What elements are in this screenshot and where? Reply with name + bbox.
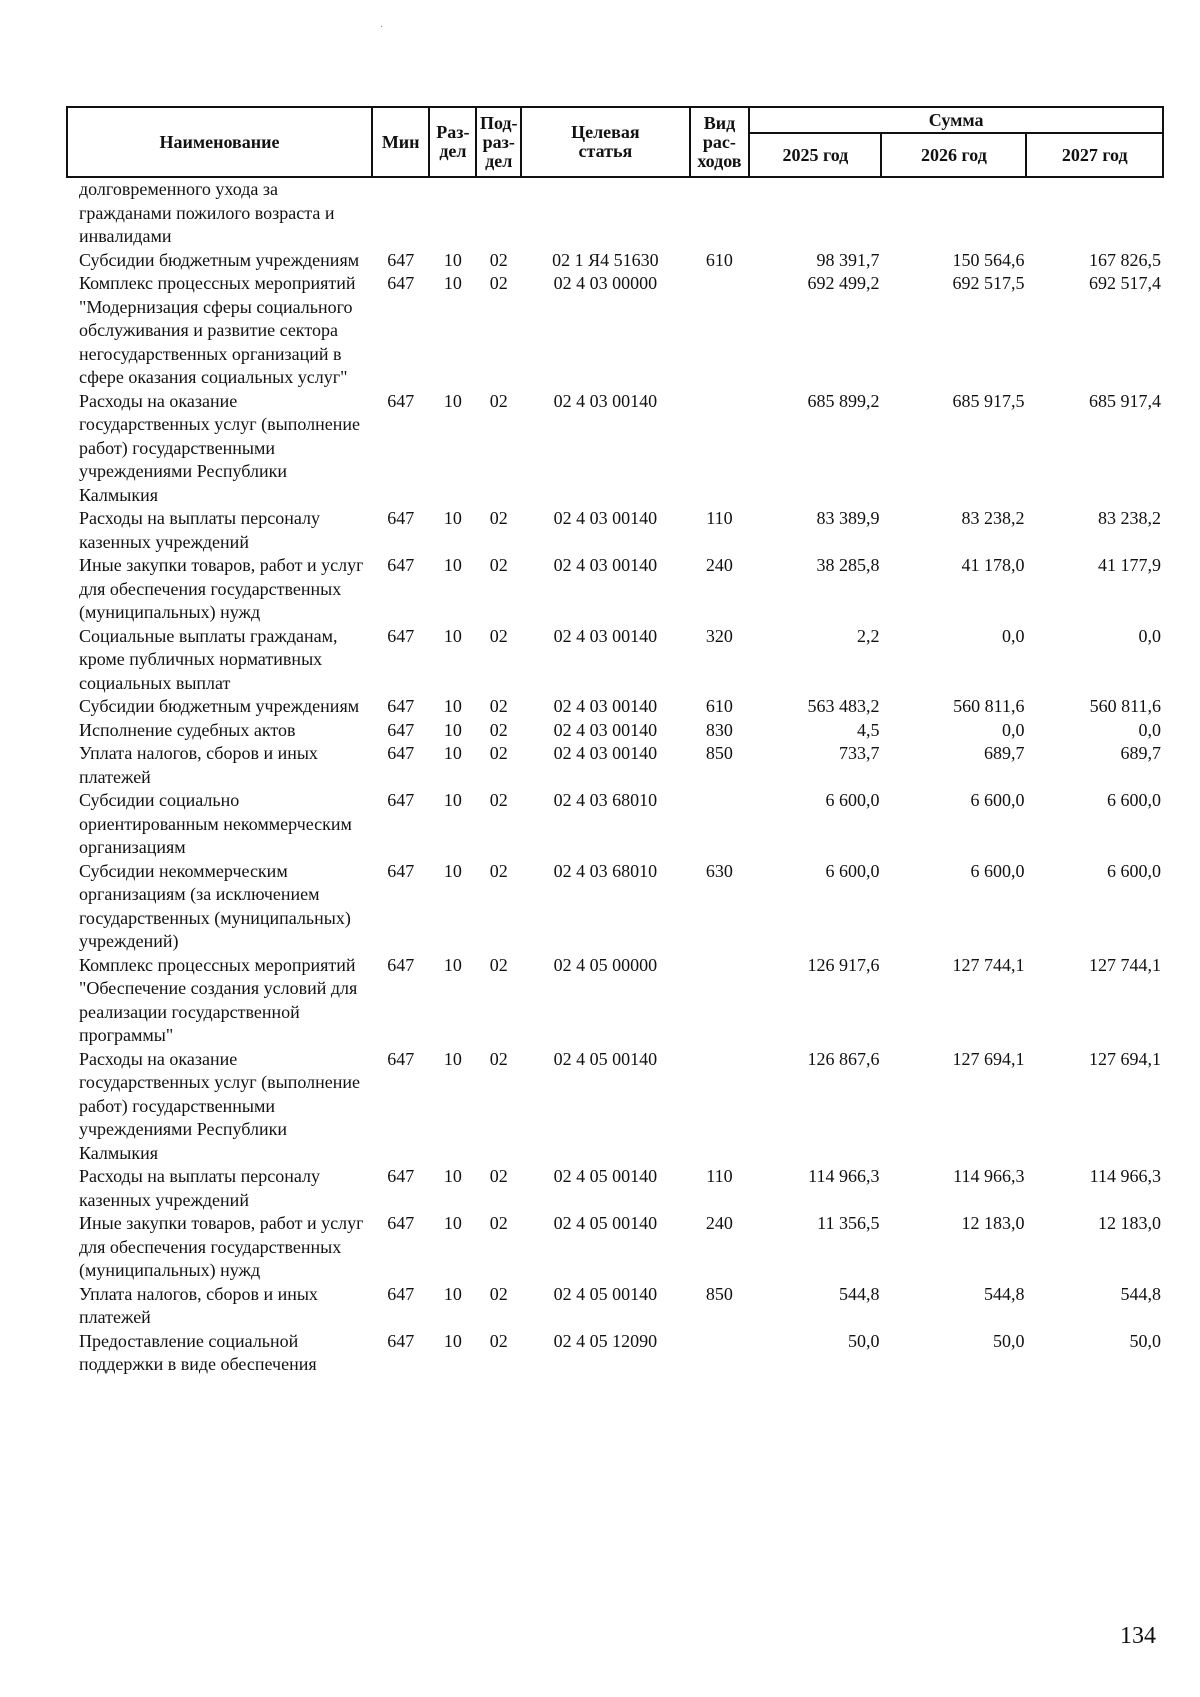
cell-2026: 544,8 xyxy=(983,1283,1025,1304)
cell-2025: 38 285,8 xyxy=(816,555,880,575)
cell-2026: 127 744,1 xyxy=(952,954,1025,975)
table-row xyxy=(67,860,1163,954)
cell-vid xyxy=(690,390,750,508)
cell-razdel: 10 xyxy=(443,1283,462,1304)
table-row xyxy=(67,742,1163,789)
cell-2027: 6 600,0 xyxy=(1107,790,1161,810)
cell-vid: 630 xyxy=(705,860,733,881)
cell-name: Субсидии бюджетным учреждениям xyxy=(79,249,360,270)
header-2026: 2026 год xyxy=(881,133,1026,177)
header-razdel: Раз- дел xyxy=(429,107,476,177)
table-row xyxy=(67,554,1163,625)
cell-name: Иные закупки товаров, работ и услуг для обеспечения государственных (муниципальных) нужд xyxy=(79,555,364,622)
cell-name: Предоставление социальной поддержки в виде обеспечения xyxy=(79,1330,317,1374)
cell-2025: 692 499,2 xyxy=(807,273,880,293)
cell-min: 647 xyxy=(387,1330,415,1351)
cell-min xyxy=(372,177,430,249)
cell-2027: 12 183,0 xyxy=(1098,1213,1161,1233)
cell-vid: 610 xyxy=(705,249,733,270)
cell-name: Субсидии бюджетным учреждениям xyxy=(79,696,360,716)
cell-vid xyxy=(690,1330,750,1377)
cell-razdel xyxy=(429,177,476,249)
header-2027: 2027 год xyxy=(1026,133,1163,177)
header-vid: Вид рас- ходов xyxy=(690,107,750,177)
cell-2025: 733,7 xyxy=(838,743,880,763)
cell-razdel: 10 xyxy=(443,1166,462,1186)
cell-min: 647 xyxy=(387,719,415,740)
cell-target xyxy=(521,177,689,249)
cell-2026: 689,7 xyxy=(983,743,1025,763)
cell-podrazdel: 02 xyxy=(489,508,508,528)
budget-table-container xyxy=(66,106,1164,1377)
cell-podrazdel: 02 xyxy=(489,1166,508,1186)
cell-2026: 560 811,6 xyxy=(953,696,1025,716)
cell-min: 647 xyxy=(387,1213,415,1233)
cell-razdel: 10 xyxy=(443,249,462,270)
header-target: Целевая статья xyxy=(521,107,689,177)
cell-2025: 114 966,3 xyxy=(808,1166,880,1186)
cell-razdel: 10 xyxy=(443,555,462,575)
cell-podrazdel: 02 xyxy=(489,625,508,646)
table-row xyxy=(67,625,1163,696)
cell-2027: 41 177,9 xyxy=(1098,555,1161,575)
table-row xyxy=(67,507,1163,554)
cell-2027: 127 744,1 xyxy=(1089,954,1161,975)
cell-2027 xyxy=(1026,177,1163,249)
cell-podrazdel: 02 xyxy=(489,790,508,810)
cell-podrazdel: 02 xyxy=(489,954,508,975)
cell-min: 647 xyxy=(387,390,415,411)
cell-name: Социальные выплаты гражданам, кроме публичных нормативных социальных выплат xyxy=(79,625,338,693)
cell-name: Комплекс процессных мероприятий "Модернизация сферы социального обслуживания и развитие сектора негосударственных организаций в сфере оказания социальных услуг" xyxy=(79,273,356,387)
cell-2026 xyxy=(881,177,1026,249)
cell-2027: 0,0 xyxy=(1138,625,1161,646)
cell-2027: 685 917,4 xyxy=(1089,390,1161,411)
cell-name: Уплата налогов, сборов и иных платежей xyxy=(79,743,318,787)
cell-target: 02 4 05 00140 xyxy=(553,1166,658,1186)
cell-min: 647 xyxy=(387,954,415,975)
cell-razdel: 10 xyxy=(443,390,462,411)
cell-podrazdel: 02 xyxy=(489,390,508,411)
cell-razdel: 10 xyxy=(443,508,462,528)
table-header xyxy=(67,107,1163,177)
header-2025: 2025 год xyxy=(749,133,881,177)
header-name: Наименование xyxy=(67,107,372,177)
cell-razdel: 10 xyxy=(443,1048,462,1069)
cell-2027: 6 600,0 xyxy=(1107,860,1161,881)
cell-2027: 544,8 xyxy=(1120,1283,1161,1304)
cell-target: 02 4 05 12090 xyxy=(553,1330,658,1351)
cell-target: 02 4 03 00140 xyxy=(553,555,658,575)
cell-target: 02 4 03 00140 xyxy=(553,743,658,763)
table-row xyxy=(67,1048,1163,1166)
cell-target: 02 4 05 00140 xyxy=(553,1213,658,1233)
cell-podrazdel: 02 xyxy=(489,273,508,293)
cell-razdel: 10 xyxy=(443,273,462,293)
cell-2027: 167 826,5 xyxy=(1089,249,1161,270)
cell-podrazdel: 02 xyxy=(489,249,508,270)
table-row xyxy=(67,789,1163,860)
cell-2026: 83 238,2 xyxy=(961,508,1025,528)
cell-podrazdel: 02 xyxy=(489,1283,508,1304)
cell-vid xyxy=(690,954,750,1048)
cell-2025: 11 356,5 xyxy=(817,1213,880,1233)
cell-name: Расходы на выплаты персоналу казенных учреждений xyxy=(79,508,320,552)
cell-min: 647 xyxy=(387,743,415,763)
cell-2025: 50,0 xyxy=(847,1330,880,1351)
cell-razdel: 10 xyxy=(443,625,462,646)
cell-2025: 563 483,2 xyxy=(807,696,880,716)
cell-name: Комплекс процессных мероприятий "Обеспечение создания условий для реализации государственной программы" xyxy=(79,954,358,1045)
cell-podrazdel: 02 xyxy=(489,696,508,716)
cell-name: Иные закупки товаров, работ и услуг для обеспечения государственных (муниципальных) нужд xyxy=(79,1213,364,1280)
cell-vid: 110 xyxy=(706,508,733,528)
cell-2026: 127 694,1 xyxy=(952,1048,1025,1069)
cell-podrazdel: 02 xyxy=(489,860,508,881)
cell-2026: 685 917,5 xyxy=(952,390,1025,411)
cell-2027: 692 517,4 xyxy=(1089,273,1161,293)
page-number: 134 xyxy=(1120,1623,1156,1649)
table-row xyxy=(67,1212,1163,1283)
cell-2026: 0,0 xyxy=(1001,625,1025,646)
cell-razdel: 10 xyxy=(443,696,462,716)
cell-target: 02 4 03 00140 xyxy=(553,719,658,740)
cell-vid: 240 xyxy=(705,555,733,575)
cell-podrazdel: 02 xyxy=(489,1213,508,1233)
cell-2026: 150 564,6 xyxy=(952,249,1025,270)
cell-2027: 0,0 xyxy=(1138,719,1161,740)
cell-razdel: 10 xyxy=(443,719,462,740)
cell-2026: 12 183,0 xyxy=(961,1213,1025,1233)
cell-2026: 6 600,0 xyxy=(970,860,1025,881)
cell-podrazdel: 02 xyxy=(489,743,508,763)
table-row xyxy=(67,390,1163,508)
cell-vid: 110 xyxy=(706,1166,733,1186)
table-body xyxy=(67,177,1163,1377)
cell-2027: 560 811,6 xyxy=(1089,696,1161,716)
cell-razdel: 10 xyxy=(443,860,462,881)
cell-target: 02 4 05 00140 xyxy=(553,1048,658,1069)
cell-target: 02 4 03 00140 xyxy=(553,508,658,528)
cell-vid: 320 xyxy=(705,625,733,646)
cell-min: 647 xyxy=(387,508,415,528)
cell-name: Расходы на выплаты персоналу казенных учреждений xyxy=(79,1166,320,1210)
cell-target: 02 4 03 00000 xyxy=(553,273,658,293)
cell-vid xyxy=(690,272,750,390)
cell-vid xyxy=(690,789,750,860)
cell-min: 647 xyxy=(387,860,415,881)
cell-min: 647 xyxy=(387,249,415,270)
cell-2026: 41 178,0 xyxy=(961,555,1025,575)
cell-podrazdel: 02 xyxy=(489,1048,508,1069)
cell-vid xyxy=(690,1048,750,1166)
cell-2027: 83 238,2 xyxy=(1098,508,1161,528)
header-podrazdel: Под- раз- дел xyxy=(476,107,521,177)
cell-vid: 850 xyxy=(705,1283,733,1304)
cell-target: 02 4 03 68010 xyxy=(553,860,658,881)
cell-2025: 98 391,7 xyxy=(816,249,880,270)
cell-name: Уплата налогов, сборов и иных платежей xyxy=(79,1283,318,1327)
cell-target: 02 4 05 00000 xyxy=(553,954,658,975)
cell-min: 647 xyxy=(387,1166,415,1186)
cell-2025: 6 600,0 xyxy=(825,860,880,881)
cell-name: Расходы на оказание государственных услуг (выполнение работ) государственными учреждениями Республики Калмыкия xyxy=(79,1048,360,1163)
cell-target: 02 1 Я4 51630 xyxy=(552,249,659,270)
cell-target: 02 4 03 00140 xyxy=(553,390,658,411)
cell-name: Расходы на оказание государственных услуг (выполнение работ) государственными учреждениями Республики Калмыкия xyxy=(79,390,360,505)
cell-razdel: 10 xyxy=(443,790,462,810)
cell-2026: 114 966,3 xyxy=(953,1166,1025,1186)
cell-min: 647 xyxy=(387,790,415,810)
cell-2027: 689,7 xyxy=(1120,743,1161,763)
cell-2027: 50,0 xyxy=(1129,1330,1161,1351)
cell-2025: 2,2 xyxy=(856,625,880,646)
cell-target: 02 4 05 00140 xyxy=(553,1283,658,1304)
cell-min: 647 xyxy=(387,625,415,646)
table-row xyxy=(67,954,1163,1048)
table-row xyxy=(67,249,1163,273)
cell-name: Исполнение судебных актов xyxy=(79,719,296,740)
cell-name: Субсидии некоммерческим организациям (за исключением государственных (муниципальных) учреждений) xyxy=(79,860,351,951)
cell-target: 02 4 03 00140 xyxy=(553,696,658,716)
cell-min: 647 xyxy=(387,273,415,293)
cell-2025: 126 867,6 xyxy=(807,1048,880,1069)
table-row xyxy=(67,719,1163,743)
cell-2027: 114 966,3 xyxy=(1089,1166,1161,1186)
cell-2025: 4,5 xyxy=(856,719,880,740)
cell-vid: 850 xyxy=(705,743,733,763)
table-row xyxy=(67,1165,1163,1212)
header-sum: Сумма xyxy=(749,107,1163,133)
cell-2027: 127 694,1 xyxy=(1089,1048,1161,1069)
cell-2026: 6 600,0 xyxy=(970,790,1025,810)
cell-2026: 0,0 xyxy=(1001,719,1025,740)
cell-razdel: 10 xyxy=(443,743,462,763)
cell-target: 02 4 03 00140 xyxy=(553,625,658,646)
cell-min: 647 xyxy=(387,555,415,575)
table-row xyxy=(67,695,1163,719)
cell-2025: 685 899,2 xyxy=(807,390,880,411)
cell-razdel: 10 xyxy=(443,1213,462,1233)
cell-min: 647 xyxy=(387,696,415,716)
cell-target: 02 4 03 68010 xyxy=(553,790,658,810)
cell-podrazdel: 02 xyxy=(489,719,508,740)
table-row xyxy=(67,1283,1163,1330)
table-row xyxy=(67,272,1163,390)
cell-min: 647 xyxy=(387,1283,415,1304)
cell-vid: 610 xyxy=(705,696,733,716)
cell-podrazdel: 02 xyxy=(489,1330,508,1351)
cell-2025: 544,8 xyxy=(838,1283,880,1304)
cell-podrazdel: 02 xyxy=(489,555,508,575)
cell-vid xyxy=(690,177,750,249)
cell-razdel: 10 xyxy=(443,954,462,975)
cell-razdel: 10 xyxy=(443,1330,462,1351)
cell-name: долговременного ухода за гражданами пожилого возраста и инвалидами xyxy=(79,179,335,246)
header-min: Мин xyxy=(372,107,430,177)
table-row xyxy=(67,177,1163,249)
cell-name: Субсидии социально ориентированным некоммерческим организациям xyxy=(79,790,352,857)
cell-vid: 240 xyxy=(705,1213,733,1233)
table-row xyxy=(67,1330,1163,1377)
cell-2026: 692 517,5 xyxy=(952,273,1025,293)
budget-table xyxy=(66,106,1164,1377)
cell-2025: 83 389,9 xyxy=(816,508,880,528)
cell-min: 647 xyxy=(387,1048,415,1069)
cell-2025: 126 917,6 xyxy=(807,954,880,975)
cell-2026: 50,0 xyxy=(992,1330,1025,1351)
cell-2025: 6 600,0 xyxy=(825,790,880,810)
cell-vid: 830 xyxy=(705,719,733,740)
scan-speck: · xyxy=(380,22,384,33)
cell-podrazdel xyxy=(476,177,521,249)
cell-2025 xyxy=(749,177,881,249)
